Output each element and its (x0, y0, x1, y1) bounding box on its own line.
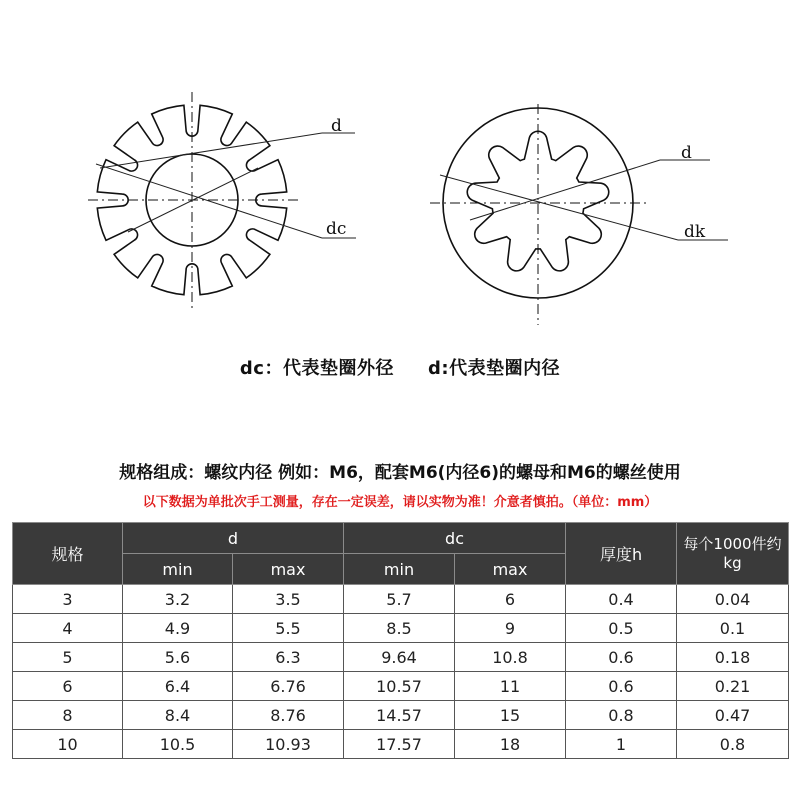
cell-d-min: 5.6 (123, 643, 233, 672)
cell-d-max: 5.5 (233, 614, 344, 643)
cell-weight: 0.8 (677, 730, 789, 759)
cell-d-max: 10.93 (233, 730, 344, 759)
header-weight: 每个1000件约kg (677, 523, 789, 585)
header-dc: dc (344, 523, 566, 554)
cell-dc-max: 9 (455, 614, 566, 643)
cell-spec: 3 (13, 585, 123, 614)
cell-spec: 5 (13, 643, 123, 672)
table-row (13, 730, 789, 759)
cell-d-max: 3.5 (233, 585, 344, 614)
cell-dc-min: 8.5 (344, 614, 455, 643)
cell-d-min: 4.9 (123, 614, 233, 643)
cell-d-min: 8.4 (123, 701, 233, 730)
header-d-max: max (233, 554, 344, 585)
cell-dc-max: 10.8 (455, 643, 566, 672)
measurement-note: 以下数据为单批次手工测量，存在一定误差，请以实物为准！介意者慎拍。（单位：mm） (142, 495, 658, 510)
cell-d-max: 6.76 (233, 672, 344, 701)
cell-weight: 0.04 (677, 585, 789, 614)
label-dc-left: dc (326, 219, 347, 239)
cell-spec: 4 (13, 614, 123, 643)
external-tooth-washer-drawing (88, 92, 298, 310)
cell-d-max: 8.76 (233, 701, 344, 730)
header-dc-min: min (344, 554, 455, 585)
cell-dc-min: 5.7 (344, 585, 455, 614)
spec-table-body (13, 585, 789, 759)
header-thickness: 厚度h (566, 523, 677, 585)
caption-dc: dc：代表垫圈外径 (239, 358, 394, 379)
cell-thickness: 0.8 (566, 701, 677, 730)
washer-drawings (0, 0, 800, 330)
cell-thickness: 0.6 (566, 643, 677, 672)
table-row (13, 643, 789, 672)
table-row (13, 672, 789, 701)
cell-weight: 0.1 (677, 614, 789, 643)
cell-weight: 0.21 (677, 672, 789, 701)
cell-dc-max: 6 (455, 585, 566, 614)
header-d-min: min (123, 554, 233, 585)
cell-d-min: 10.5 (123, 730, 233, 759)
header-spec: 规格 (13, 523, 123, 585)
label-d-right: d (681, 143, 692, 163)
cell-thickness: 1 (566, 730, 677, 759)
table-row (13, 585, 789, 614)
cell-dc-min: 10.57 (344, 672, 455, 701)
table-row (13, 701, 789, 730)
cell-thickness: 0.6 (566, 672, 677, 701)
cell-d-min: 6.4 (123, 672, 233, 701)
cell-dc-min: 9.64 (344, 643, 455, 672)
cell-weight: 0.18 (677, 643, 789, 672)
cell-dc-min: 17.57 (344, 730, 455, 759)
label-d-left: d (331, 116, 342, 136)
cell-d-min: 3.2 (123, 585, 233, 614)
cell-thickness: 0.4 (566, 585, 677, 614)
cell-d-max: 6.3 (233, 643, 344, 672)
spec-table (12, 522, 789, 759)
label-dk-right: dk (684, 222, 706, 242)
cell-thickness: 0.5 (566, 614, 677, 643)
cell-dc-max: 15 (455, 701, 566, 730)
cell-dc-min: 14.57 (344, 701, 455, 730)
cell-dc-max: 11 (455, 672, 566, 701)
cell-spec: 10 (13, 730, 123, 759)
diagram-caption (0, 354, 800, 380)
caption-d: d:代表垫圈内径 (427, 358, 561, 379)
cell-weight: 0.47 (677, 701, 789, 730)
cell-dc-max: 18 (455, 730, 566, 759)
spec-title: 规格组成：螺纹内径 例如：M6，配套M6(内径6)的螺母和M6的螺丝使用 (119, 463, 681, 483)
cell-spec: 8 (13, 701, 123, 730)
header-d: d (123, 523, 344, 554)
header-dc-max: max (455, 554, 566, 585)
internal-tooth-washer-drawing (430, 104, 646, 325)
table-row (13, 614, 789, 643)
cell-spec: 6 (13, 672, 123, 701)
